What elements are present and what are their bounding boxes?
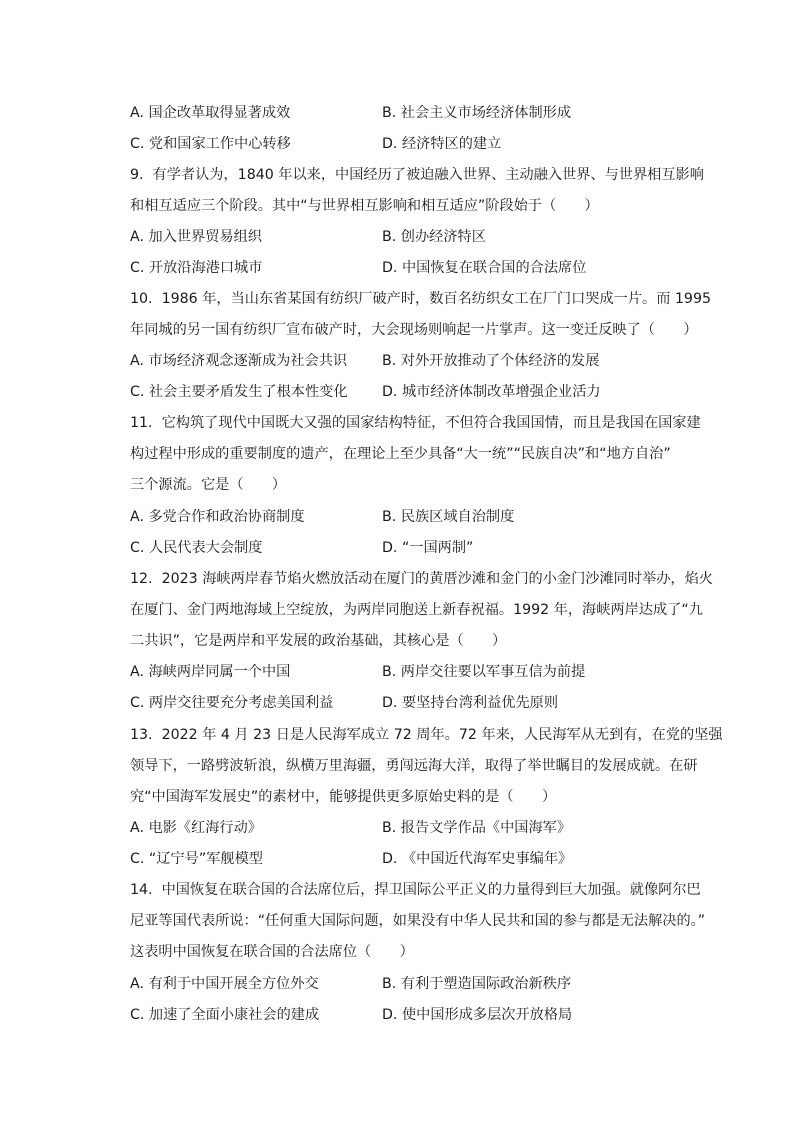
q9-stem-line-2: 和相互适应三个阶段。其中“与世界相互影响和相互适应”阶段始于（ ）	[130, 198, 599, 214]
q14-stem-line-1: 14. 中国恢复在联合国的合法席位后，捍卫国际公平正义的力量得到巨大加强。就像阿尔巴	[130, 882, 701, 898]
q9-option-a[interactable]: A. 加入世界贸易组织	[130, 229, 262, 245]
q8-option-c[interactable]: C. 党和国家工作中心转移	[130, 136, 291, 152]
q14-option-a[interactable]: A. 有利于中国开展全方位外交	[130, 976, 319, 992]
q14-stem-line-3: 这表明中国恢复在联合国的合法席位（ ）	[130, 944, 414, 960]
q12-stem-line-3: 二共识”，它是两岸和平发展的政治基础，其核心是（ ）	[130, 633, 507, 649]
q14-option-c[interactable]: C. 加速了全面小康社会的建成	[130, 1007, 320, 1023]
q10-stem-line-1: 10. 1986 年，当山东省某国有纺织厂破产时，数百名纺织女工在厂门口哭成一片。而 1995	[130, 291, 712, 307]
q8-option-d[interactable]: D. 经济特区的建立	[382, 136, 502, 152]
q11-option-b[interactable]: B. 民族区域自治制度	[382, 509, 515, 525]
q13-option-b[interactable]: B. 报告文学作品《中国海军》	[382, 820, 572, 836]
q13-stem-line-1: 13. 2022 年 4 月 23 日是人民海军成立 72 周年。72 年来，人民海军从无到有，在党的坚强	[130, 727, 723, 743]
q8-option-b[interactable]: B. 社会主义市场经济体制形成	[382, 105, 572, 121]
q10-option-c[interactable]: C. 社会主要矛盾发生了根本性变化	[130, 384, 348, 400]
q13-stem-line-2: 领导下，一路劈波斩浪，纵横万里海疆，勇闯远海大洋，取得了举世瞩目的发展成就。在研	[130, 758, 698, 774]
q12-option-c[interactable]: C. 两岸交往要充分考虑美国利益	[130, 695, 334, 711]
q9-option-c[interactable]: C. 开放沿海港口城市	[130, 260, 263, 276]
q10-option-a[interactable]: A. 市场经济观念逐渐成为社会共识	[130, 353, 348, 369]
q13-stem-line-3: 究“中国海军发展史”的素材中，能够提供更多原始史料的是（ ）	[130, 789, 557, 805]
q11-option-c[interactable]: C. 人民代表大会制度	[130, 540, 263, 556]
q14-option-b[interactable]: B. 有利于塑造国际政治新秩序	[382, 976, 572, 992]
q14-stem-line-2: 尼亚等国代表所说：“任何重大国际问题，如果没有中华人民共和国的参与都是无法解决的。”	[130, 913, 706, 929]
q10-stem-line-2: 年同城的另一国有纺织厂宣布破产时，大会现场则响起一片掌声。这一变迁反映了（ ）	[130, 322, 698, 338]
q9-option-d[interactable]: D. 中国恢复在联合国的合法席位	[382, 260, 587, 276]
q12-stem-line-1: 12. 2023 海峡两岸春节焰火燃放活动在厦门的黄厝沙滩和金门的小金门沙滩同时举办，焰火	[130, 571, 713, 587]
q12-stem-line-2: 在厦门、金门两地海域上空绽放，为两岸同胞送上新春祝福。1992 年，海峡两岸达成了“九	[130, 602, 703, 618]
q12-option-a[interactable]: A. 海峡两岸同属一个中国	[130, 664, 291, 680]
q11-stem-line-2: 构过程中形成的重要制度的遗产，在理论上至少具备“大一统”“民族自决”和“地方自治”	[130, 446, 671, 462]
q10-option-b[interactable]: B. 对外开放推动了个体经济的发展	[382, 353, 600, 369]
q9-option-b[interactable]: B. 创办经济特区	[382, 229, 486, 245]
q8-option-a[interactable]: A. 国企改革取得显著成效	[130, 105, 291, 121]
q14-option-d[interactable]: D. 使中国形成多层次开放格局	[382, 1007, 573, 1023]
q11-stem-line-3: 三个源流。它是（ ）	[130, 477, 287, 493]
q13-option-a[interactable]: A. 电影《红海行动》	[130, 820, 262, 836]
q11-option-d[interactable]: D. “一国两制”	[382, 540, 474, 556]
q11-option-a[interactable]: A. 多党合作和政治协商制度	[130, 509, 305, 525]
q9-stem-line-1: 9. 有学者认为，1840 年以来，中国经历了被迫融入世界、主动融入世界、与世界相互影响	[130, 167, 704, 183]
q13-option-d[interactable]: D. 《中国近代海军史事编年》	[382, 851, 573, 867]
q12-option-b[interactable]: B. 两岸交往要以军事互信为前提	[382, 664, 586, 680]
q11-stem-line-1: 11. 它构筑了现代中国既大又强的国家结构特征，不但符合我国国情，而且是我国在国家建	[130, 415, 701, 431]
q13-option-c[interactable]: C. “辽宁号”军舰模型	[130, 851, 263, 867]
q12-option-d[interactable]: D. 要坚持台湾利益优先原则	[382, 695, 559, 711]
q10-option-d[interactable]: D. 城市经济体制改革增强企业活力	[382, 384, 601, 400]
